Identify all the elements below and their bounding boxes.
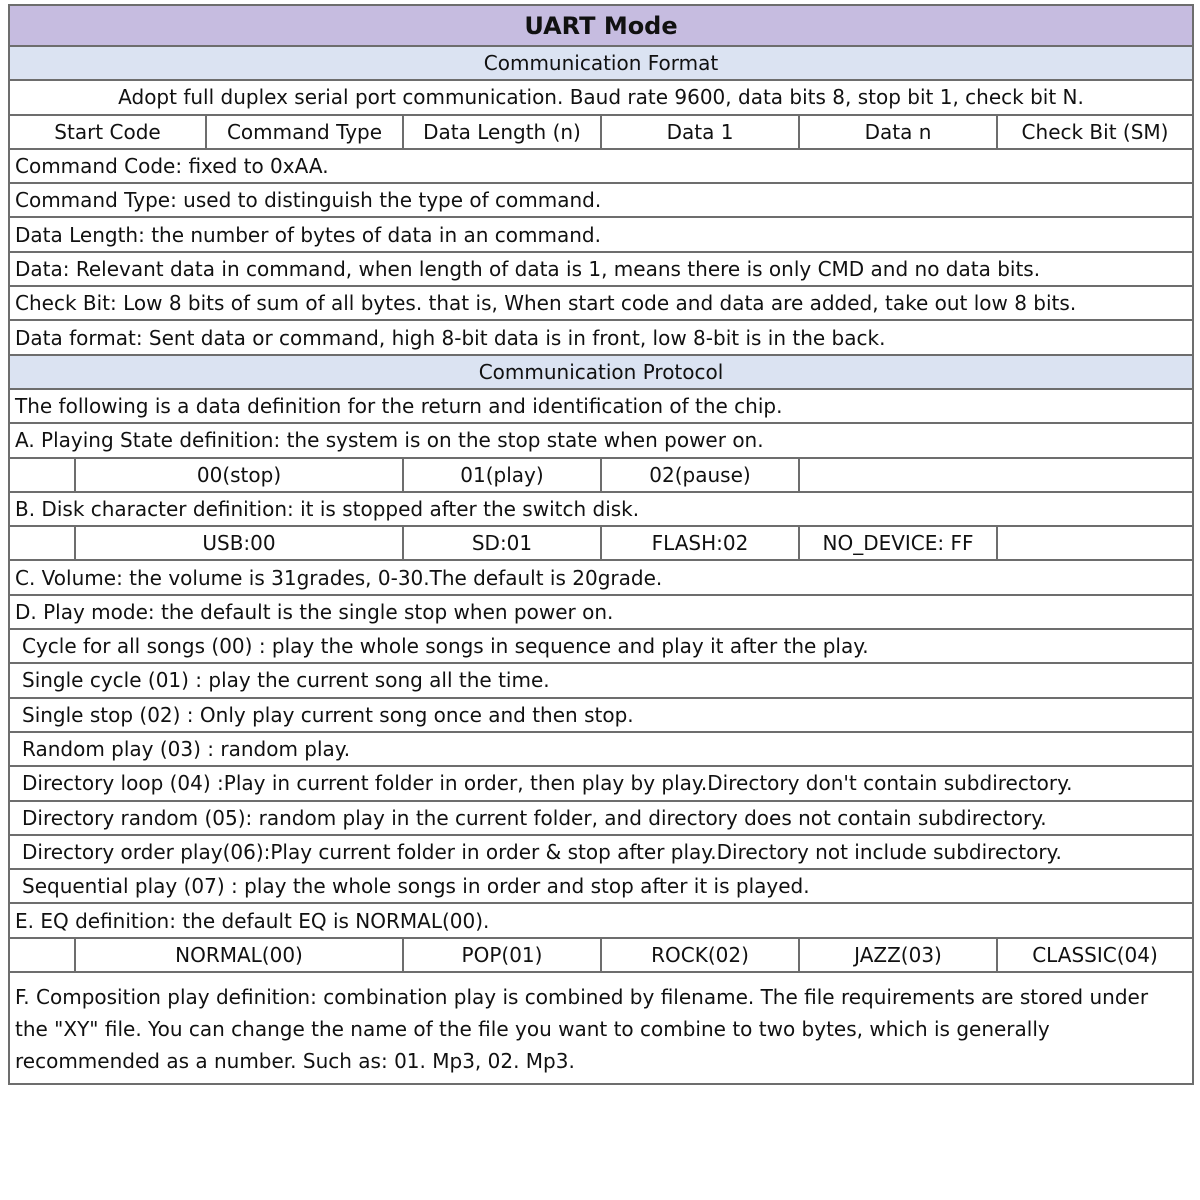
frame-fields-row <box>9 115 1193 149</box>
empty-cell <box>997 526 1193 560</box>
section-header-row <box>9 46 1193 80</box>
frame-field-command-type: Command Type <box>206 115 403 149</box>
uart-mode-table <box>8 4 1194 1085</box>
play-mode-item-row <box>9 801 1193 835</box>
value-cell: 01(play) <box>403 458 601 492</box>
play-mode-row <box>9 595 1193 629</box>
title-row <box>9 5 1193 46</box>
frame-field-data-length: Data Length (n) <box>403 115 601 149</box>
note-data-length: Data Length: the number of bytes of data in an command. <box>9 217 1193 251</box>
note-data-format: Data format: Sent data or command, high 8-bit data is in front, low 8-bit is in the back. <box>9 320 1193 354</box>
play-mode-definition: D. Play mode: the default is the single stop when power on. <box>9 595 1193 629</box>
playing-state-values-row <box>9 458 1193 492</box>
play-mode-item-row <box>9 835 1193 869</box>
play-mode-item-row <box>9 732 1193 766</box>
value-cell: JAZZ(03) <box>799 938 997 972</box>
play-mode-item: Random play (03) : random play. <box>9 732 1193 766</box>
eq-row <box>9 903 1193 937</box>
note-row <box>9 320 1193 354</box>
eq-values-row <box>9 938 1193 972</box>
protocol-intro-row <box>9 389 1193 423</box>
value-cell: NORMAL(00) <box>75 938 403 972</box>
composition-definition: F. Composition play definition: combination play is combined by filename. The file requirements are stored under the "XY" file. You can change the name of the file you want to combine to two bytes, which is generally recommended as a number. Such as: 01. Mp3, 02. Mp3. <box>9 972 1193 1084</box>
disk-row <box>9 492 1193 526</box>
communication-protocol-heading: Communication Protocol <box>9 355 1193 389</box>
empty-cell <box>799 458 1193 492</box>
volume-row <box>9 560 1193 594</box>
play-mode-item-row <box>9 766 1193 800</box>
communication-format-heading: Communication Format <box>9 46 1193 80</box>
note-row <box>9 252 1193 286</box>
frame-field-data-1: Data 1 <box>601 115 799 149</box>
note-data: Data: Relevant data in command, when length of data is 1, means there is only CMD and no data bits. <box>9 252 1193 286</box>
disk-values-row <box>9 526 1193 560</box>
composition-row <box>9 972 1193 1084</box>
empty-cell <box>9 938 75 972</box>
value-cell: CLASSIC(04) <box>997 938 1193 972</box>
play-mode-item: Single stop (02) : Only play current song once and then stop. <box>9 698 1193 732</box>
note-row <box>9 217 1193 251</box>
note-row <box>9 183 1193 217</box>
note-check-bit: Check Bit: Low 8 bits of sum of all bytes. that is, When start code and data are added, take out low 8 bits. <box>9 286 1193 320</box>
frame-field-check-bit: Check Bit (SM) <box>997 115 1193 149</box>
value-cell: NO_DEVICE: FF <box>799 526 997 560</box>
value-cell: SD:01 <box>403 526 601 560</box>
note-row <box>9 286 1193 320</box>
play-mode-item-row <box>9 629 1193 663</box>
playing-state-row <box>9 423 1193 457</box>
play-mode-item: Sequential play (07) : play the whole songs in order and stop after it is played. <box>9 869 1193 903</box>
eq-definition: E. EQ definition: the default EQ is NORMAL(00). <box>9 903 1193 937</box>
play-mode-item-row <box>9 663 1193 697</box>
empty-cell <box>9 458 75 492</box>
value-cell: POP(01) <box>403 938 601 972</box>
format-description-row <box>9 80 1193 114</box>
value-cell: ROCK(02) <box>601 938 799 972</box>
frame-field-start-code: Start Code <box>9 115 206 149</box>
value-cell: USB:00 <box>75 526 403 560</box>
format-description: Adopt full duplex serial port communication. Baud rate 9600, data bits 8, stop bit 1, check bit N. <box>9 80 1193 114</box>
frame-field-data-n: Data n <box>799 115 997 149</box>
empty-cell <box>9 526 75 560</box>
play-mode-item: Directory order play(06):Play current folder in order & stop after play.Directory not include subdirectory. <box>9 835 1193 869</box>
play-mode-item: Directory random (05): random play in the current folder, and directory does not contain subdirectory. <box>9 801 1193 835</box>
note-command-code: Command Code: fixed to 0xAA. <box>9 149 1193 183</box>
note-command-type: Command Type: used to distinguish the type of command. <box>9 183 1193 217</box>
volume-definition: C. Volume: the volume is 31grades, 0-30.The default is 20grade. <box>9 560 1193 594</box>
value-cell: 00(stop) <box>75 458 403 492</box>
play-mode-item-row <box>9 698 1193 732</box>
play-mode-item: Cycle for all songs (00) : play the whole songs in sequence and play it after the play. <box>9 629 1193 663</box>
value-cell: FLASH:02 <box>601 526 799 560</box>
playing-state-definition: A. Playing State definition: the system is on the stop state when power on. <box>9 423 1193 457</box>
play-mode-item-row <box>9 869 1193 903</box>
page-title: UART Mode <box>9 5 1193 46</box>
protocol-intro: The following is a data definition for the return and identification of the chip. <box>9 389 1193 423</box>
disk-definition: B. Disk character definition: it is stopped after the switch disk. <box>9 492 1193 526</box>
value-cell: 02(pause) <box>601 458 799 492</box>
play-mode-item: Single cycle (01) : play the current song all the time. <box>9 663 1193 697</box>
note-row <box>9 149 1193 183</box>
section-header-row <box>9 355 1193 389</box>
play-mode-item: Directory loop (04) :Play in current folder in order, then play by play.Directory don't contain subdirectory. <box>9 766 1193 800</box>
